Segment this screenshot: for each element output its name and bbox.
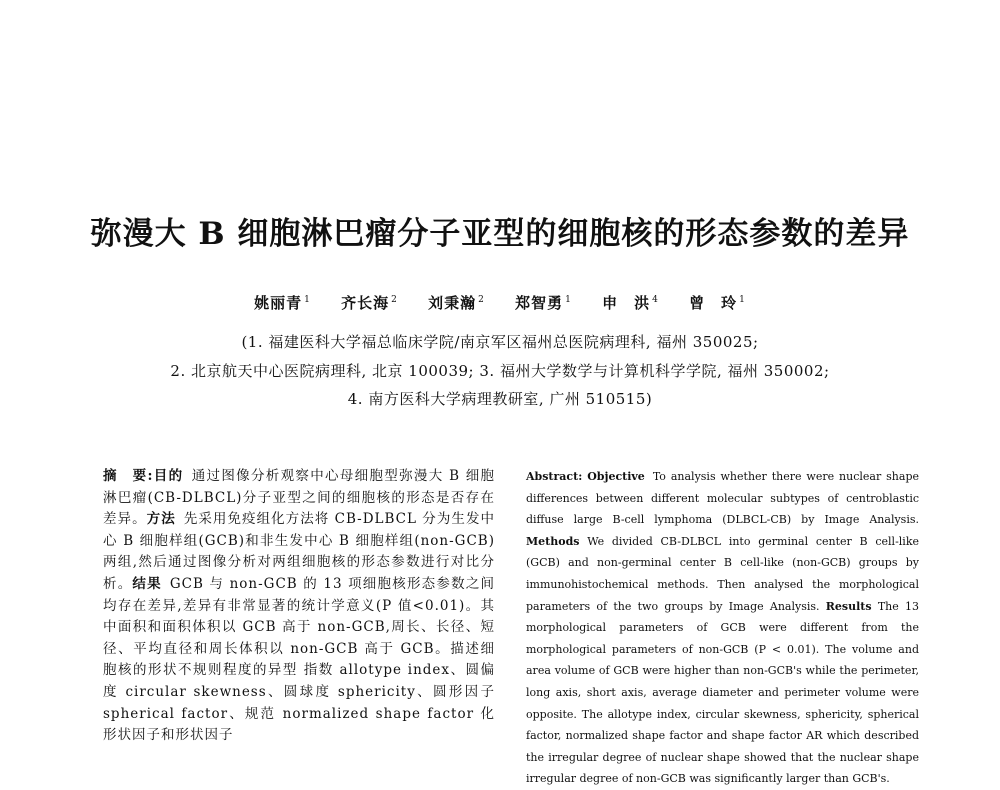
- paper-title: 弥漫大 B 细胞淋巴瘤分子亚型的细胞核的形态参数的差异: [90, 216, 910, 252]
- author-affil-sup: 2: [478, 295, 485, 305]
- objective-label: 目的: [153, 468, 184, 484]
- abstract-english: [526, 466, 920, 786]
- author: [254, 292, 311, 313]
- author: [515, 292, 572, 313]
- affiliation-line: 4. 南方医科大学病理教研室, 广州 510515): [347, 390, 653, 408]
- author-name: 申 洪: [602, 294, 651, 312]
- author-name: 齐长海: [341, 294, 390, 312]
- affiliation-line: 2. 北京航天中心医院病理科, 北京 100039; 3. 福州大学数学与计算机科学学院, 福州 350002;: [170, 362, 830, 380]
- methods-label: 方法: [146, 511, 176, 528]
- author-name: 刘秉瀚: [428, 294, 477, 312]
- abstract-label: Abstract:: [526, 470, 583, 483]
- author: [341, 292, 398, 313]
- author-name: 姚丽青: [254, 294, 303, 312]
- author-name: 曾 玲: [689, 294, 738, 312]
- author: [689, 292, 746, 313]
- author-affil-sup: 1: [739, 295, 746, 305]
- author-affil-sup: 1: [565, 295, 572, 305]
- results-label: 结果: [132, 575, 162, 592]
- objective-text: 通过图像分析观察中心母细胞型弥漫大 B 细胞淋巴瘤(CB-DLBCL)分子亚型之间的细胞核的形态是否存在差异。: [103, 468, 496, 528]
- author: [602, 292, 659, 313]
- affiliation-line: (1. 福建医科大学福总临床学院/南京军区福州总医院病理科, 福州 350025;: [241, 333, 759, 351]
- author-list: [0, 292, 1000, 313]
- methods-text: We divided CB-DLBCL into germinal center B cell-like (GCB) and non-germinal center B cell-like (non-GCB) groups by immunohistochemical methods. Then analysed the morphological parameters of the two groups by Image Analysis.: [526, 534, 920, 613]
- author-affil-sup: 4: [652, 295, 659, 305]
- abstract-chinese: [103, 466, 495, 766]
- results-text: GCB 与 non-GCB 的 13 项细胞核形态参数之间均存在差异,差异有非常显著的统计学意义(P 值<0.01)。其中面积和面积体积以 GCB 高于 non-GCB,周长、长径、短径、平均直径和周长体积以 non-GCB 高于 GCB。描述细胞核的形状不规则程度的异型 指数 allotype index、圆偏度 circular skewness、圆球度 sphericity、圆形因子 spherical factor、规范 normalized shape factor 化形状因子和形状因子: [103, 575, 495, 744]
- methods-text: 先采用免疫组化方法将 CB-DLBCL 分为生发中心 B 细胞样组(GCB)和非生发中心 B 细胞样组(non-GCB)两组,然后通过图像分析对两组细胞核的形态参数进行对比分析。: [103, 511, 496, 592]
- author-name: 郑智勇: [515, 294, 564, 312]
- author: [428, 292, 485, 313]
- results-label: Results: [825, 599, 872, 613]
- abstract-label: 摘 要:: [103, 468, 154, 484]
- author-affil-sup: 1: [304, 295, 311, 305]
- methods-label: Methods: [526, 534, 580, 548]
- objective-text: To analysis whether there were nuclear shape differences between different molecular subtypes of centroblastic diffuse large B-cell lymphoma (DLBCL-CB) by Image Analysis.: [526, 470, 919, 527]
- author-affil-sup: 2: [391, 295, 398, 305]
- objective-label: Objective: [587, 470, 645, 483]
- results-text: The 13 morphological parameters of GCB were different from the morphological parameters of non-GCB (P < 0.01). The volume and area volume of GCB were higher than non-GCB's while the perimeter, long axis, short axis, average diameter and perimeter volume were opposite. The allotype index, circular skewness, sphericity, spherical factor, normalized shape factor and shape factor AR which described the irregular degree of nuclear shape showed that the nuclear shape irregular degree of non-GCB was significantly larger than GCB's.: [526, 599, 919, 786]
